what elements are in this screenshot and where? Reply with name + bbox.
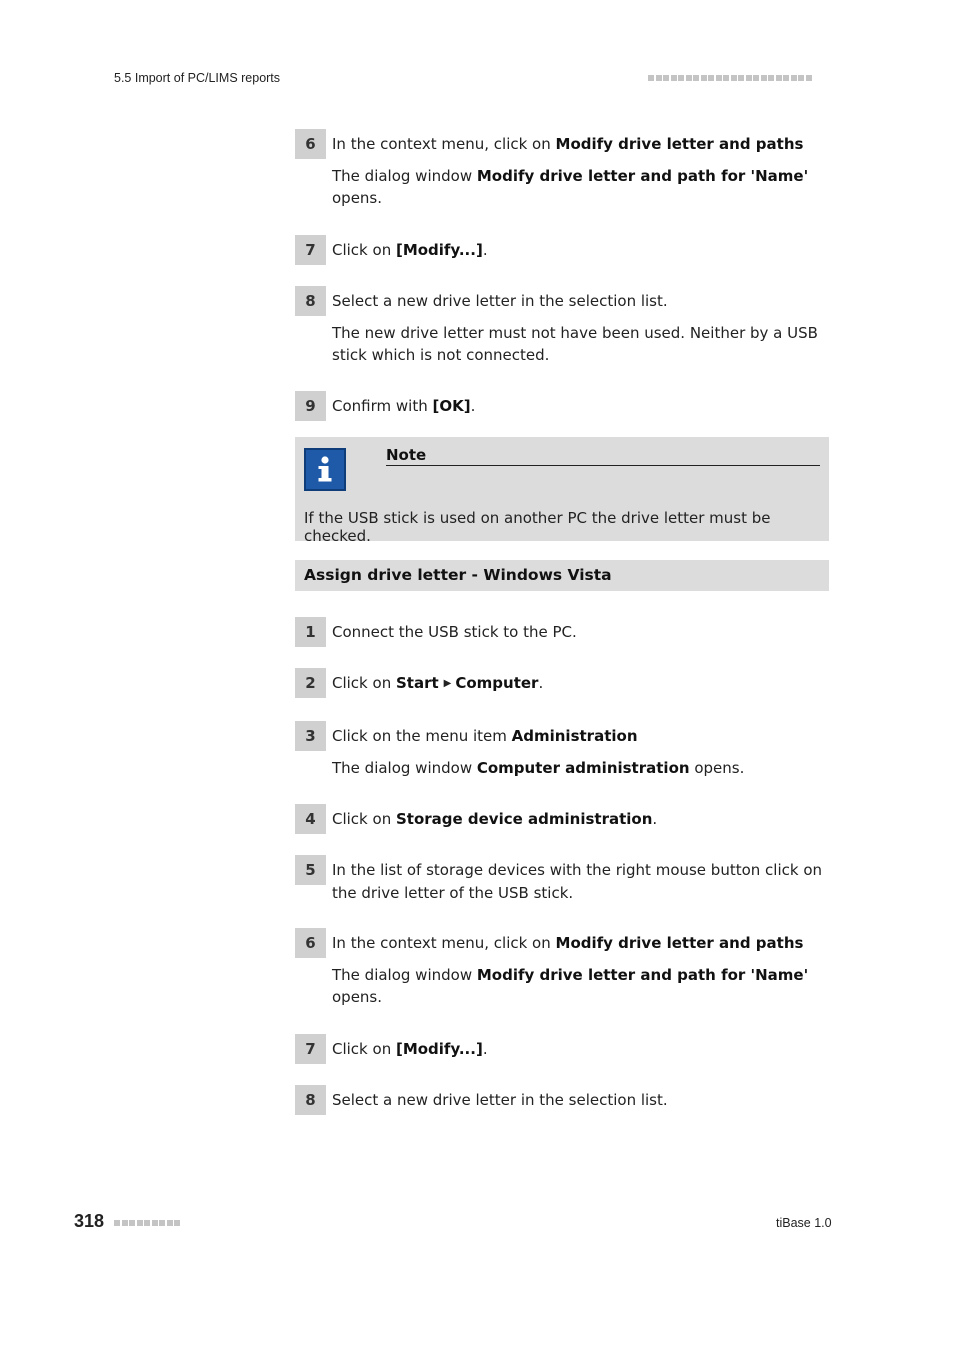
section-heading-text: Assign drive letter - Windows Vista — [304, 566, 612, 584]
step-instruction — [332, 725, 829, 748]
step-text — [332, 395, 829, 418]
ui-term: Administration — [511, 727, 638, 745]
text-run: Confirm with — [332, 397, 433, 415]
ui-term: Storage device administration — [395, 810, 653, 828]
text-run: Click on — [332, 1040, 396, 1058]
ui-term: [OK] — [432, 397, 471, 415]
text-run: The new drive letter must not have been used. Neither by a USB stick which is not connected. — [332, 323, 818, 364]
text-run: Click on the menu item — [332, 727, 512, 745]
ui-term: Computer administration — [476, 758, 690, 777]
step-text — [332, 239, 829, 262]
step-instruction — [332, 808, 829, 831]
section-heading — [295, 560, 829, 591]
text-run: Click on — [332, 674, 396, 692]
decoration-square — [114, 1220, 120, 1226]
decoration-square — [152, 1220, 158, 1226]
decoration-square — [716, 75, 722, 81]
note-body: If the USB stick is used on another PC the drive letter must be checked. — [304, 509, 771, 545]
text-run: Connect the USB stick to the PC. — [332, 623, 577, 641]
text-run: opens. — [332, 988, 383, 1006]
note-box — [295, 437, 829, 545]
step-instruction — [332, 290, 829, 313]
decoration-square — [776, 75, 782, 81]
step-number: 3 — [295, 721, 326, 751]
step-number: 1 — [295, 617, 326, 647]
step-number: 6 — [295, 928, 326, 958]
step-text — [332, 290, 829, 367]
step-text — [332, 621, 829, 644]
ui-term: [Modify...] — [395, 1040, 483, 1058]
decoration-square — [686, 75, 692, 81]
ui-term: Modify drive letter and path for 'Name' — [476, 166, 809, 185]
step-text — [332, 932, 829, 1009]
step-text — [332, 808, 829, 831]
product-name: tiBase 1.0 — [776, 1216, 832, 1230]
step-text — [332, 1038, 829, 1061]
step-text — [332, 133, 829, 210]
step-number: 9 — [295, 391, 326, 421]
decoration-square — [129, 1220, 135, 1226]
step-number: 8 — [295, 1085, 326, 1115]
step-number: 5 — [295, 855, 326, 885]
ui-term: Modify drive letter and paths — [555, 934, 804, 952]
text-run: . — [482, 241, 488, 259]
step-text — [332, 672, 829, 696]
note-title: Note — [386, 446, 820, 466]
decoration-square — [678, 75, 684, 81]
text-run: The dialog window — [332, 166, 477, 185]
step-number: 2 — [295, 668, 326, 698]
decoration-square — [122, 1220, 128, 1226]
step-instruction — [332, 672, 829, 696]
decoration-square — [783, 75, 789, 81]
page-number: 318 — [74, 1211, 105, 1231]
decoration-square — [731, 75, 737, 81]
text-run: Select a new drive letter in the selection list. — [332, 292, 668, 310]
text-run: The dialog window — [332, 758, 477, 777]
text-run: opens. — [332, 189, 383, 207]
decoration-square — [753, 75, 759, 81]
footer-decoration — [114, 1220, 180, 1226]
decoration-square — [693, 75, 699, 81]
step-instruction — [332, 859, 829, 904]
step-result — [332, 165, 829, 210]
decoration-square — [723, 75, 729, 81]
step-number: 7 — [295, 1034, 326, 1064]
ui-term: [Modify...] — [395, 241, 483, 259]
decoration-square — [174, 1220, 180, 1226]
decoration-square — [648, 75, 654, 81]
text-run: . — [482, 1040, 488, 1058]
ui-term: Computer — [455, 674, 539, 692]
step-number: 7 — [295, 235, 326, 265]
step-instruction — [332, 1089, 829, 1112]
text-run: In the context menu, click on — [332, 934, 556, 952]
step-text — [332, 859, 829, 904]
decoration-square — [708, 75, 714, 81]
decoration-square — [761, 75, 767, 81]
decoration-square — [768, 75, 774, 81]
text-run: The dialog window — [332, 965, 477, 984]
text-run: In the context menu, click on — [332, 135, 556, 153]
menu-arrow-icon: ▶ — [443, 678, 452, 689]
decoration-square — [663, 75, 669, 81]
decoration-square — [144, 1220, 150, 1226]
ui-term: Modify drive letter and paths — [555, 135, 804, 153]
step-result — [332, 322, 829, 367]
text-run: In the list of storage devices with the right mouse button click on the drive letter of the USB stick. — [332, 861, 823, 902]
step-instruction — [332, 239, 829, 262]
step-instruction — [332, 621, 829, 644]
decoration-square — [167, 1220, 173, 1226]
text-run: . — [470, 397, 476, 415]
step-number: 6 — [295, 129, 326, 159]
decoration-square — [806, 75, 812, 81]
ui-term: Start — [395, 674, 439, 692]
decoration-square — [137, 1220, 143, 1226]
step-number: 8 — [295, 286, 326, 316]
step-text — [332, 1089, 829, 1112]
step-text — [332, 725, 829, 779]
header-decoration — [648, 75, 812, 81]
decoration-square — [701, 75, 707, 81]
text-run: . — [652, 810, 658, 828]
text-run: Click on — [332, 810, 396, 828]
step-number: 4 — [295, 804, 326, 834]
decoration-square — [798, 75, 804, 81]
decoration-square — [791, 75, 797, 81]
decoration-square — [159, 1220, 165, 1226]
step-instruction — [332, 1038, 829, 1061]
step-instruction — [332, 932, 829, 955]
decoration-square — [656, 75, 662, 81]
header-section-title: 5.5 Import of PC/LIMS reports — [114, 71, 281, 85]
step-instruction — [332, 133, 829, 156]
decoration-square — [746, 75, 752, 81]
info-icon — [304, 448, 346, 491]
text-run: opens. — [689, 758, 745, 777]
ui-term: Modify drive letter and path for 'Name' — [476, 965, 809, 984]
step-result — [332, 964, 829, 1009]
text-run: . — [538, 674, 544, 692]
decoration-square — [738, 75, 744, 81]
decoration-square — [671, 75, 677, 81]
text-run: Click on — [332, 241, 396, 259]
step-result — [332, 757, 829, 780]
step-instruction — [332, 395, 829, 418]
text-run: Select a new drive letter in the selection list. — [332, 1091, 668, 1109]
